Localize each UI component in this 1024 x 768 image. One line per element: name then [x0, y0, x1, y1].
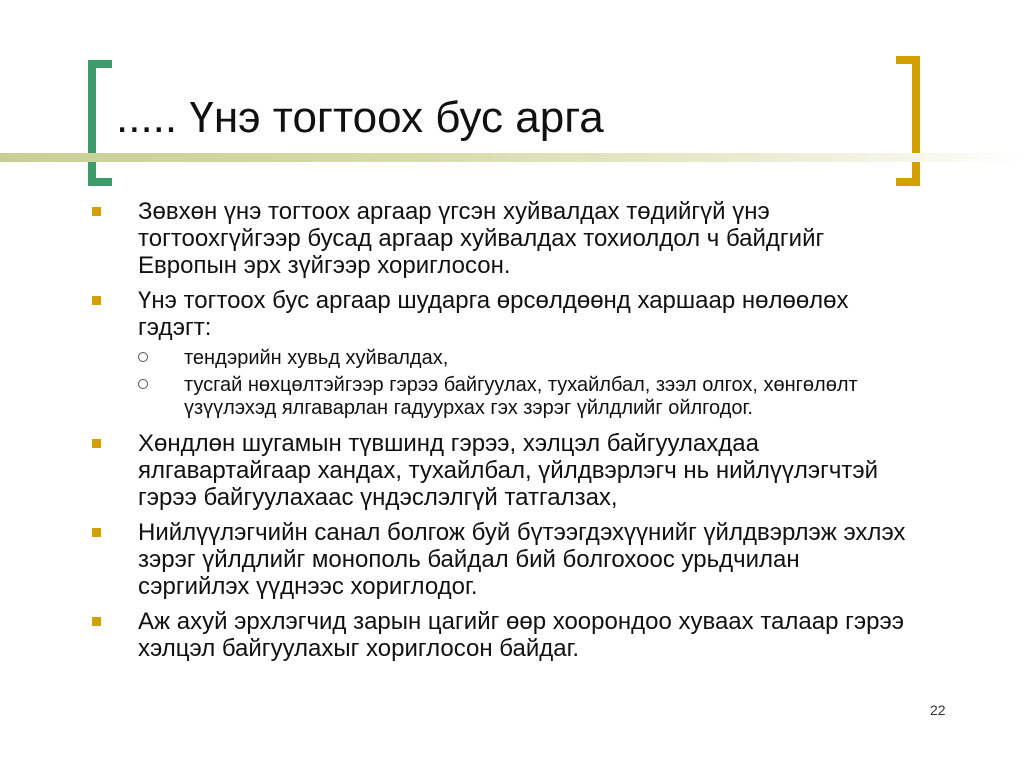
slide-title: ..... Үнэ тогтоох бус арга [116, 93, 604, 142]
sub-bullet-text: тусгай нөхцөлтэйгээр гэрээ байгуулах, тухайлбал, зээл олгох, хөнгөлөлт үзүүлэхэд ялгаварлан гадуурхах гэх зэрэг үйлдлийг ойлгодог. [184, 374, 858, 419]
bullet-item [92, 198, 912, 279]
sub-bullet-item [92, 347, 912, 370]
slide-body [92, 198, 912, 670]
bullet-item [92, 608, 912, 662]
bullet-item [92, 430, 912, 511]
sub-bullet-text: тендэрийн хувьд хуйвалдах, [184, 347, 449, 369]
bullet-item [92, 519, 912, 600]
bullet-text: Зөвхөн үнэ тогтоох аргаар үгсэн хуйвалдах төдийгүй үнэ тогтоохгүйгээр бусад аргаар хуйвалдах тохиолдол ч байдгийг Европын эрх зүйгээр хориглосон. [138, 198, 825, 279]
square-bullet-icon [92, 207, 101, 216]
square-bullet-icon [92, 296, 101, 305]
bullet-item [92, 287, 912, 341]
square-bullet-icon [92, 439, 101, 448]
bullet-text: Аж ахуй эрхлэгчид зарын цагийг өөр хоорондоо хуваах талаар гэрээ хэлцэл байгуулахыг хориглосон байдаг. [138, 608, 904, 662]
sub-bullet-item [92, 374, 912, 420]
page-number: 22 [930, 702, 946, 718]
right-bracket-decoration [896, 56, 920, 186]
title-underline [0, 153, 1024, 162]
circle-bullet-icon [138, 352, 148, 362]
left-bracket-decoration [88, 60, 112, 186]
sub-bullet-list [92, 347, 912, 420]
bullet-text: Хөндлөн шугамын түвшинд гэрээ, хэлцэл байгуулахдаа ялгавартайгаар хандах, тухайлбал, үйлдвэрлэгч нь нийлүүлэгчтэй гэрээ байгуулахаас үндэслэлгүй татгалзах, [138, 430, 879, 511]
square-bullet-icon [92, 617, 101, 626]
bullet-text: Нийлүүлэгчийн санал болгож буй бүтээгдэхүүнийг үйлдвэрлэж эхлэх зэрэг үйлдлийг монополь байдал бий болгохоос урьдчилан сэргийлэх үүднээс хориглодог. [138, 519, 906, 600]
bullet-text: Үнэ тогтоох бус аргаар шударга өрсөлдөөнд харшаар нөлөөлөх гэдэгт: [138, 287, 849, 341]
square-bullet-icon [92, 528, 101, 537]
circle-bullet-icon [138, 379, 148, 389]
